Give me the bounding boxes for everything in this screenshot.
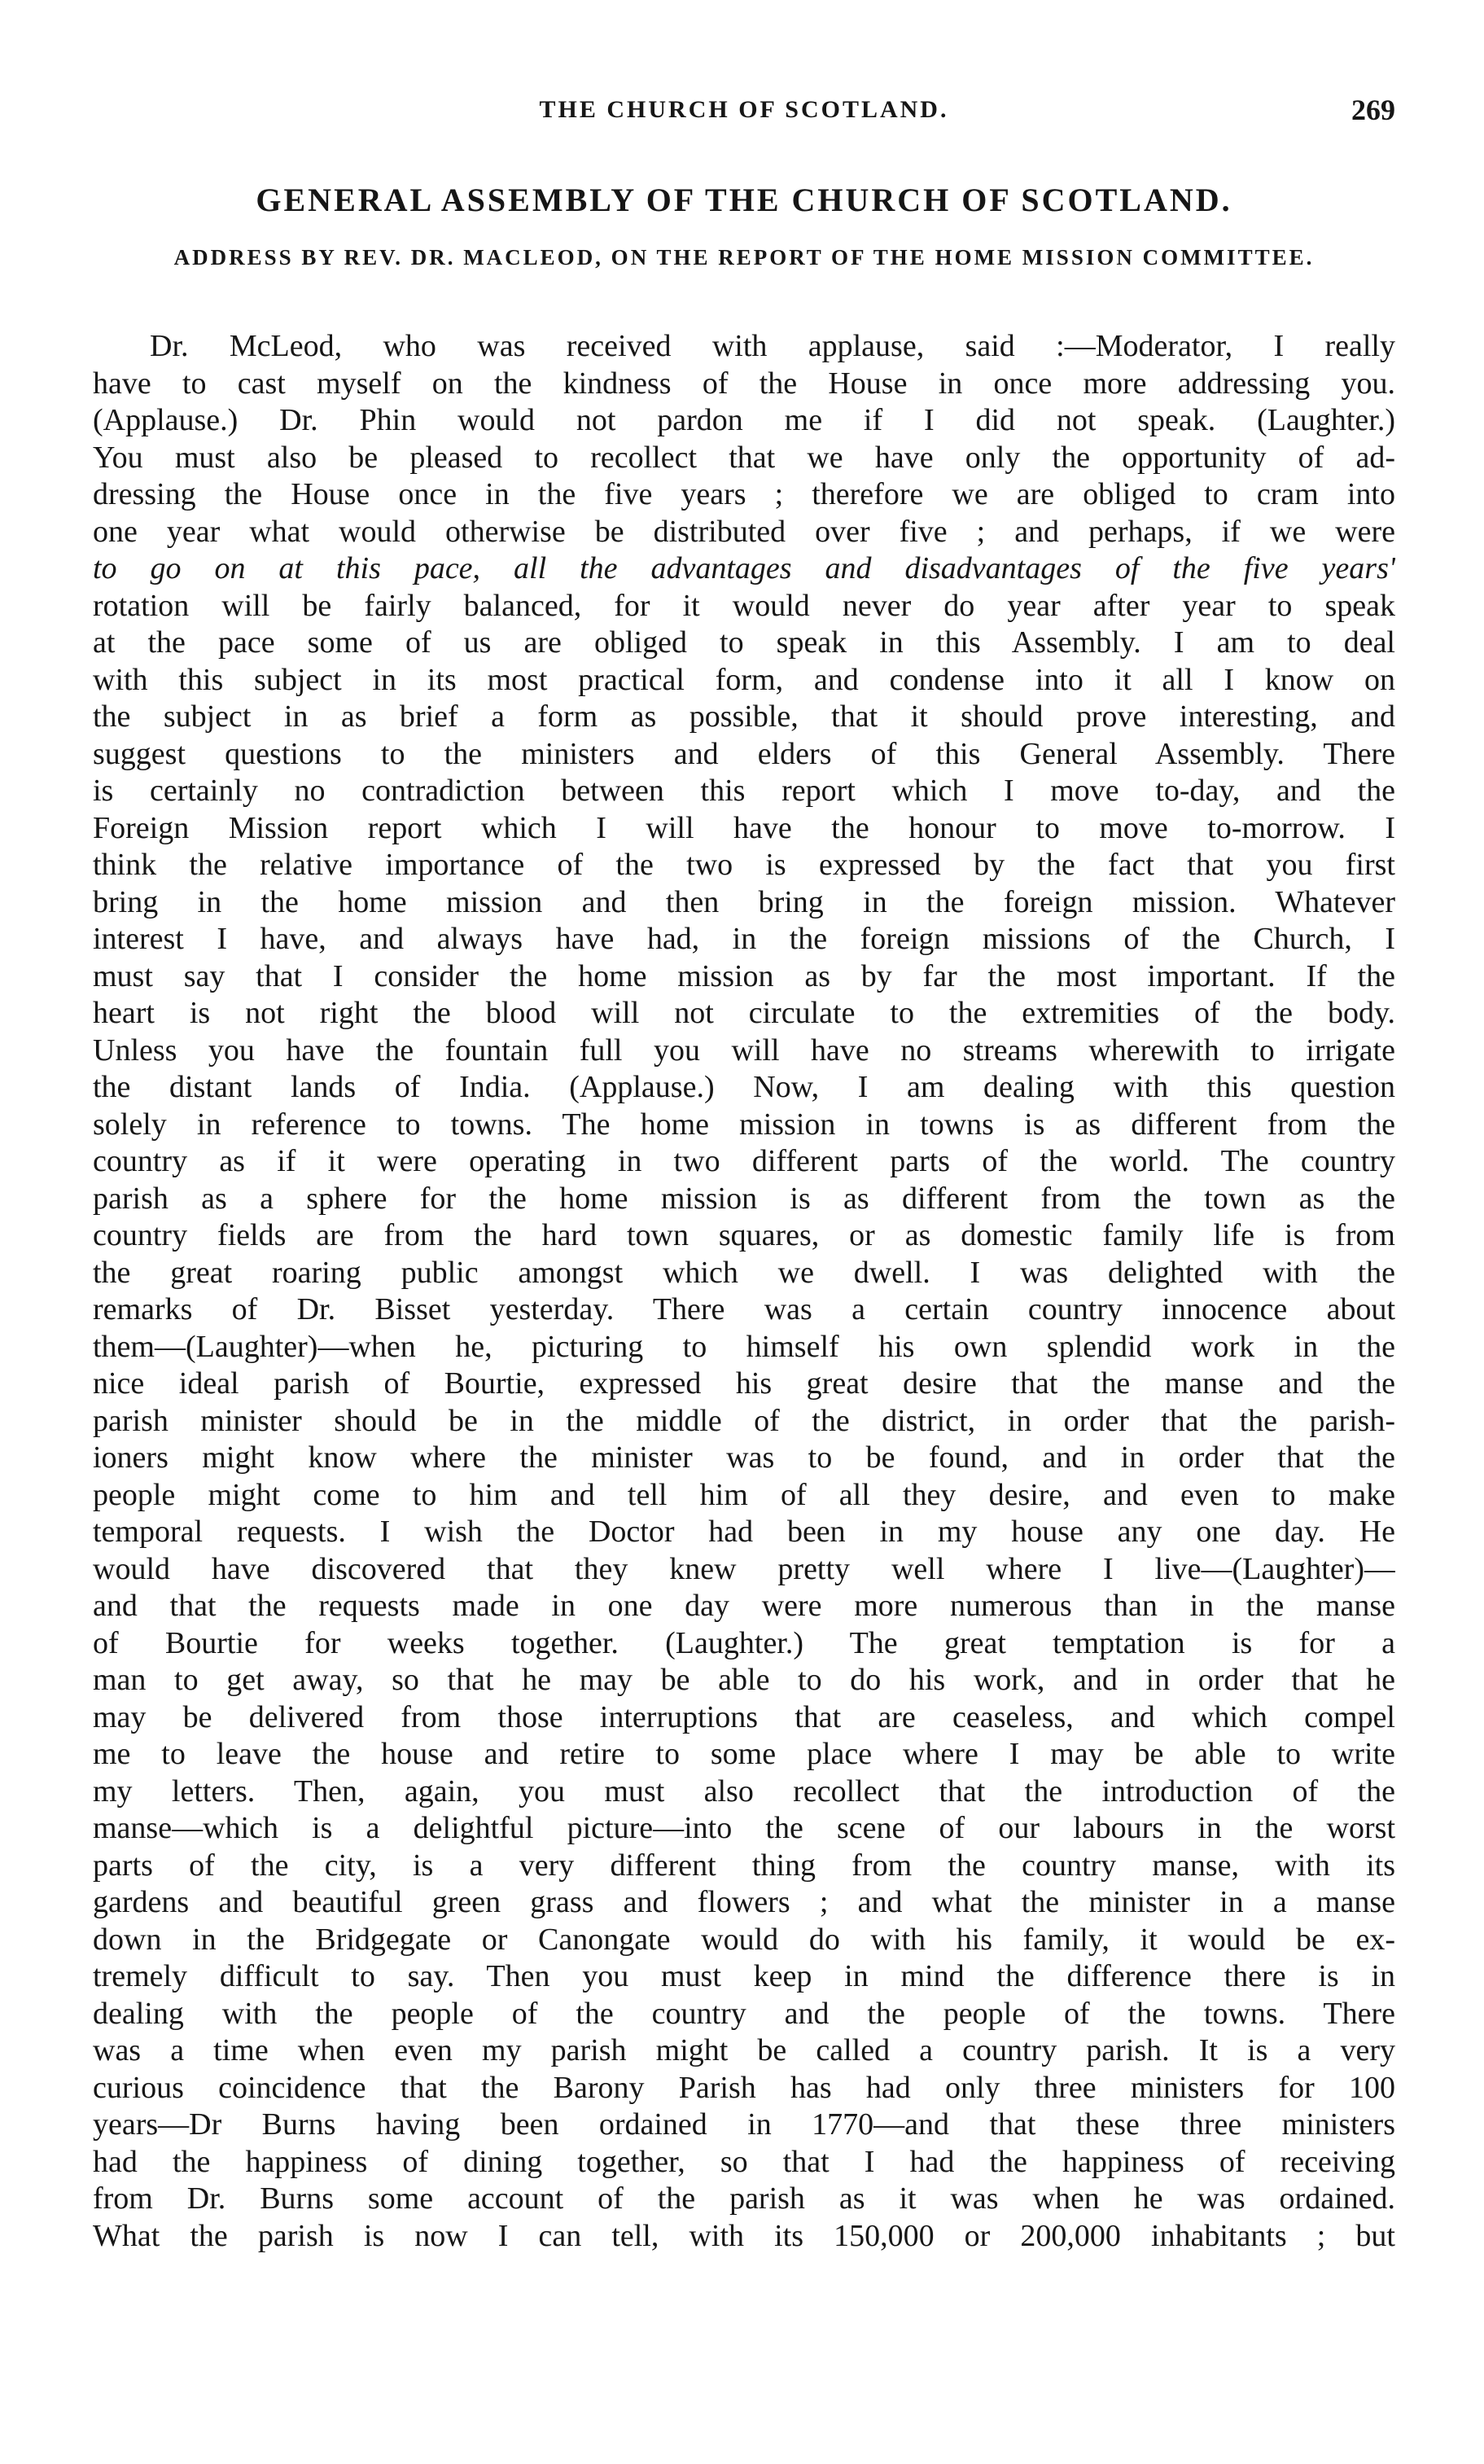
text-line: dealing with the people of the country and the people of the towns. There xyxy=(93,1996,1395,2031)
text-line: parish minister should be in the middle of the district, in order that the parish- xyxy=(93,1403,1395,1438)
text-line: nice ideal parish of Bourtie, expressed his great desire that the manse and the xyxy=(93,1366,1395,1401)
text-line: (Applause.) Dr. Phin would not pardon me if I did not speak. (Laughter.) xyxy=(93,403,1395,437)
text-line: is certainly no contradiction between this report which I move to-day, and the xyxy=(93,774,1395,808)
text-line: tremely difficult to say. Then you must keep in mind the difference there is in xyxy=(93,1959,1395,1993)
running-title: THE CHURCH OF SCOTLAND. xyxy=(539,96,949,123)
page-number: 269 xyxy=(1351,94,1395,126)
text-line: man to get away, so that he may be able to do his work, and in order that he xyxy=(93,1663,1395,1697)
text-line: Foreign Mission report which I will have the honour to move to-morrow. I xyxy=(93,810,1395,845)
text-line: down in the Bridgegate or Canongate would do with his family, it would be ex- xyxy=(93,1922,1395,1957)
article-title: GENERAL ASSEMBLY OF THE CHURCH OF SCOTLAND. xyxy=(256,182,1232,218)
text-line: country fields are from the hard town squares, or as domestic family life is from xyxy=(93,1218,1395,1252)
text-line: dressing the House once in the five years ; therefore we are obliged to cram into xyxy=(93,477,1395,511)
article-body xyxy=(93,328,1395,2364)
text-line: must say that I consider the home mission as by far the most important. If the xyxy=(93,958,1395,993)
text-line: parts of the city, is a very different thing from the country manse, with its xyxy=(93,1848,1395,1883)
text-line: ioners might know where the minister was to be found, and in order that the xyxy=(93,1440,1395,1475)
text-line: the distant lands of India. (Applause.) Now, I am dealing with this question xyxy=(93,1070,1395,1104)
text-line: rotation will be fairly balanced, for it would never do year after year to speak xyxy=(93,588,1395,623)
text-line: solely in reference to towns. The home mission in towns is as different from the xyxy=(93,1107,1395,1142)
text-line: suggest questions to the ministers and elders of this General Assembly. There xyxy=(93,736,1395,771)
text-line: years—Dr Burns having been ordained in 1770—and that these three ministers xyxy=(93,2107,1395,2142)
text-line: from Dr. Burns some account of the parish as it was when he was ordained. xyxy=(93,2181,1395,2216)
text-line: to go on at this pace, all the advantages and disadvantages of the five years' xyxy=(93,551,1395,585)
text-line: the subject in as brief a form as possible, that it should prove interesting, and xyxy=(93,699,1395,734)
text-line: remarks of Dr. Bisset yesterday. There was a certain country innocence about xyxy=(93,1292,1395,1326)
text-line: manse—which is a delightful picture—into the scene of our labours in the worst xyxy=(93,1811,1395,1845)
text-line: Unless you have the fountain full you will have no streams wherewith to irrigate xyxy=(93,1033,1395,1068)
text-line: people might come to him and tell him of all they desire, and even to make xyxy=(93,1477,1395,1512)
text-line: me to leave the house and retire to some place where I may be able to write xyxy=(93,1737,1395,1771)
text-line: one year what would otherwise be distributed over five ; and perhaps, if we were xyxy=(93,514,1395,549)
text-line: country as if it were operating in two different parts of the world. The country xyxy=(93,1144,1395,1178)
text-line: Dr. McLeod, who was received with applause, said :—Moderator, I really xyxy=(150,329,1395,363)
text-line: You must also be pleased to recollect that we have only the opportunity of ad- xyxy=(93,440,1395,475)
text-line: curious coincidence that the Barony Parish has had only three ministers for 100 xyxy=(93,2070,1395,2105)
text-line: the great roaring public amongst which we dwell. I was delighted with the xyxy=(93,1255,1395,1290)
text-line: may be delivered from those interruptions that are ceaseless, and which compel xyxy=(93,1699,1395,1734)
text-line: bring in the home mission and then bring in the foreign mission. Whatever xyxy=(93,884,1395,919)
text-line: interest I have, and always have had, in the foreign missions of the Church, I xyxy=(93,922,1395,956)
text-line: with this subject in its most practical form, and condense into it all I know on xyxy=(93,662,1395,697)
running-head xyxy=(93,96,1395,137)
text-line: at the pace some of us are obliged to speak in this Assembly. I am to deal xyxy=(93,625,1395,660)
text-line: my letters. Then, again, you must also recollect that the introduction of the xyxy=(93,1773,1395,1809)
text-line: was a time when even my parish might be called a country parish. It is a very xyxy=(93,2033,1395,2067)
text-line: them—(Laughter)—when he, picturing to himself his own splendid work in the xyxy=(93,1329,1395,1364)
text-line: think the relative importance of the two is expressed by the fact that you first xyxy=(93,848,1395,882)
article-subtitle: ADDRESS BY REV. DR. MACLEOD, ON THE REPORT OF THE HOME MISSION COMMITTEE. xyxy=(173,245,1315,270)
text-line: have to cast myself on the kindness of the House in once more addressing you. xyxy=(93,366,1395,401)
text-line: heart is not right the blood will not circulate to the extremities of the body. xyxy=(93,996,1395,1030)
text-line: had the happiness of dining together, so that I had the happiness of receiving xyxy=(93,2144,1395,2179)
text-line: gardens and beautiful green grass and flowers ; and what the minister in a manse xyxy=(93,1885,1395,1919)
text-line: and that the requests made in one day were more numerous than in the manse xyxy=(93,1589,1395,1623)
text-line: of Bourtie for weeks together. (Laughter.) The great temptation is for a xyxy=(93,1625,1395,1660)
text-line: temporal requests. I wish the Doctor had been in my house any one day. He xyxy=(93,1515,1395,1549)
text-line: would have discovered that they knew pretty well where I live—(Laughter)— xyxy=(93,1551,1395,1586)
text-line: What the parish is now I can tell, with its 150,000 or 200,000 inhabitants ; but xyxy=(93,2218,1395,2253)
text-line: parish as a sphere for the home mission is as different from the town as the xyxy=(93,1181,1395,1216)
